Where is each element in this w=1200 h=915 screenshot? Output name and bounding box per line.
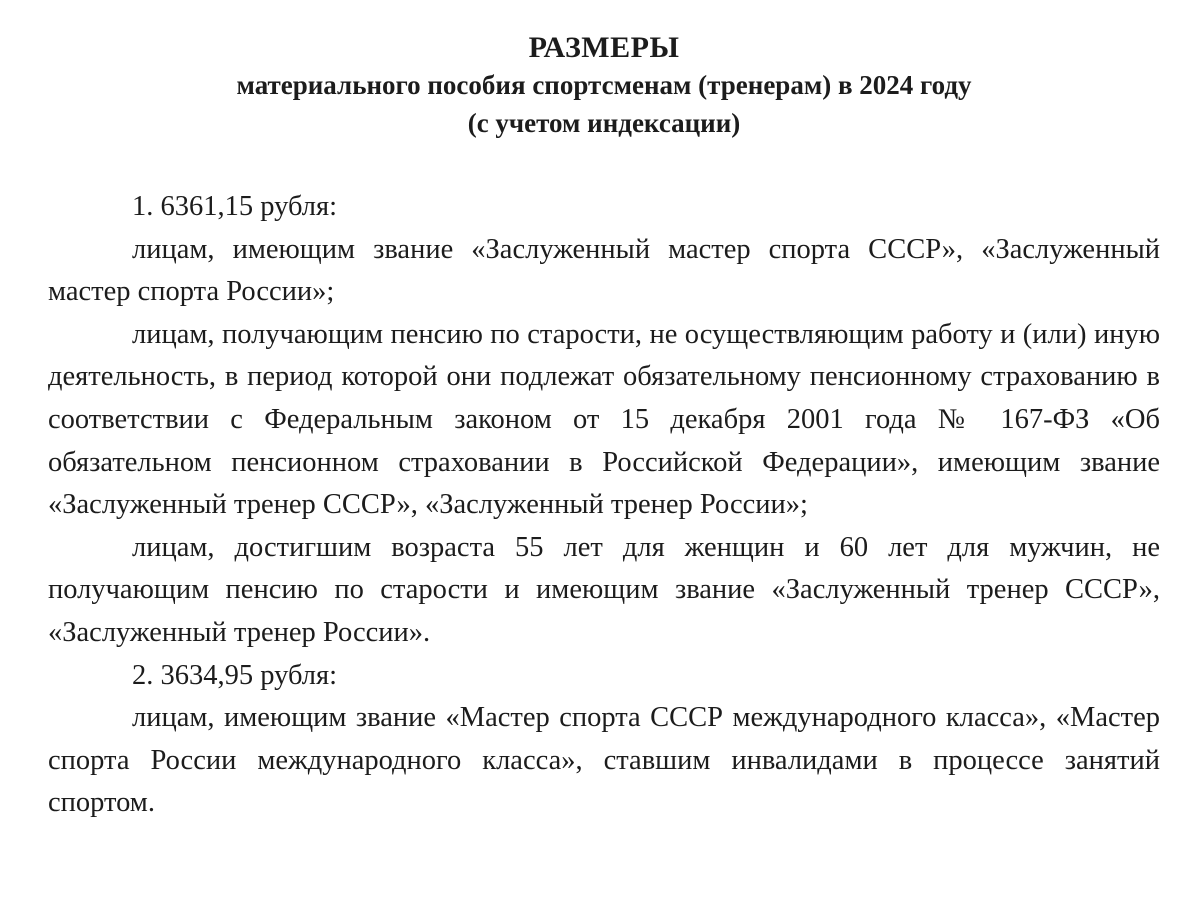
document-heading xyxy=(48,30,1160,142)
item-1-paragraph-honored-master: лицам, имеющим звание «Заслуженный мастер спорта СССР», «Заслуженный мастер спорта России»; xyxy=(48,233,1160,308)
item-2-amount: 2. 3634,95 рубля: xyxy=(132,659,338,691)
item-1-amount: 1. 6361,15 рубля: xyxy=(132,191,338,222)
document-subtitle-note: (с учетом индексации) xyxy=(467,108,741,138)
item-2-paragraph-disabled: лицам, имеющим звание «Мастер спорта СССР международного класса», «Мастер спорта России международного класса», ставшим инвалидами в процессе занятий спортом. xyxy=(48,702,1160,819)
document-body xyxy=(48,186,1160,825)
document-page xyxy=(48,30,1160,825)
document-subtitle: материального пособия спортсменам (тренерам) в 2024 году xyxy=(236,70,972,100)
document-title: РАЗМЕРЫ xyxy=(528,31,680,64)
item-1-paragraph-age: лицам, достигшим возраста 55 лет для женщин и 60 лет для мужчин, не получающим пенсию по старости и имеющим звание «Заслуженный тренер СССР», «Заслуженный тренер России». xyxy=(48,531,1160,648)
item-1-paragraph-pensioners: лицам, получающим пенсию по старости, не осуществляющим работу и (или) иную деятельность, в период которой они подлежат обязательному пенсионному страхованию в соответствии с Федеральным законом от 15 декабря 2001 года № 167-ФЗ «Об обязательном пенсионном страховании в Российской Федерации», имеющим звание «Заслуженный тренер СССР», «Заслуженный тренер России»; xyxy=(48,318,1160,521)
